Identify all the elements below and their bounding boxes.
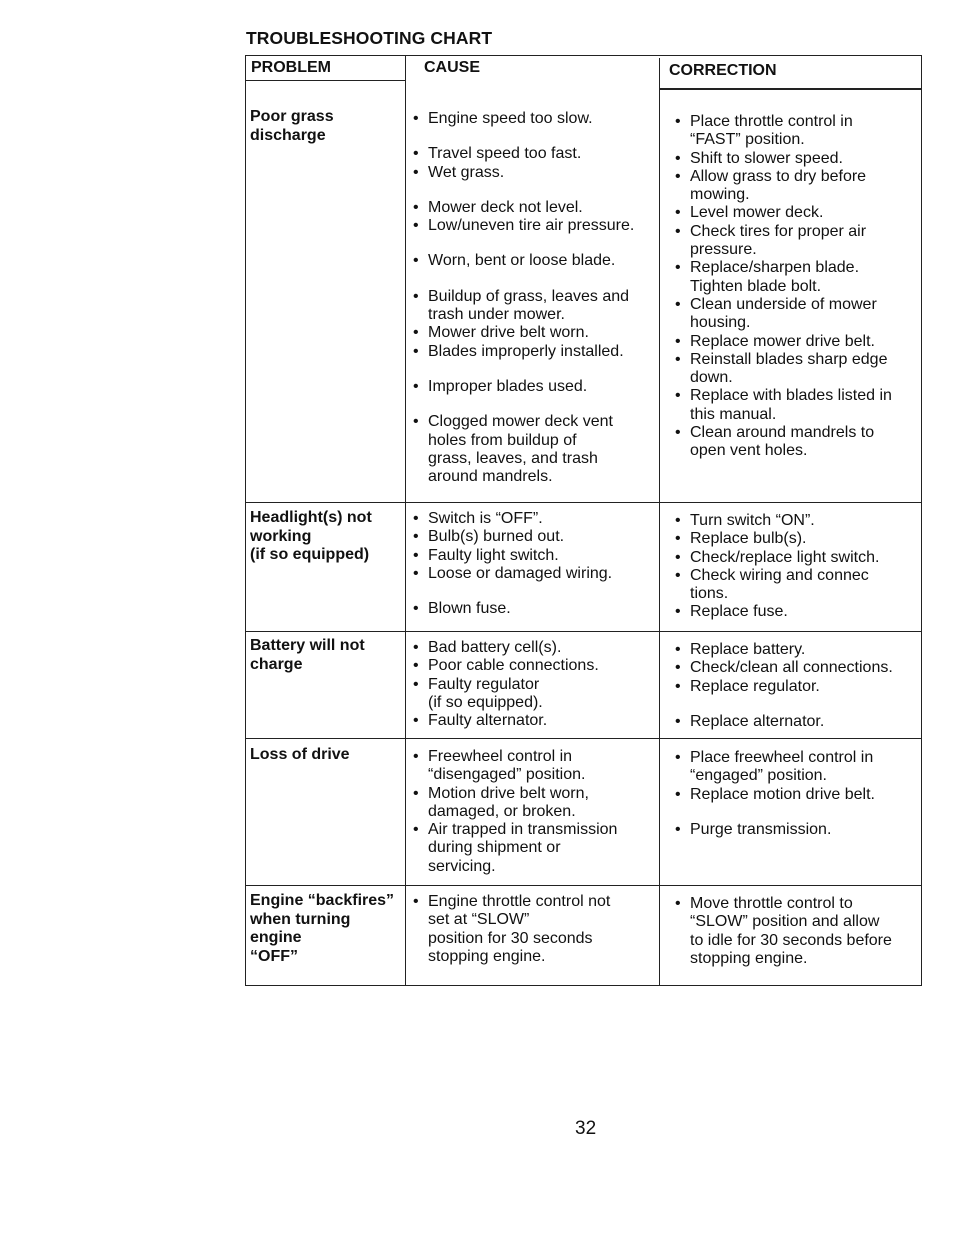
problem-text-line: Battery will not [250,637,365,654]
problem-cell [250,509,372,565]
bullet-item [670,530,879,548]
cause-cell [408,110,634,486]
bullet-mark: • [413,821,419,839]
bullet-text-line: Mower drive belt worn. [428,324,589,342]
bullet-mark: • [675,566,681,584]
bullet-text-line: Replace alternator. [690,712,825,730]
bullet-mark: • [413,413,419,431]
problem-cell [250,746,350,765]
bullet-mark: • [675,113,681,130]
bullet-text-line: Poor cable connections. [428,657,599,675]
bullet-mark: • [413,657,419,675]
bullet-text-line: damaged, or broken. [428,802,576,820]
bullet-mark: • [675,785,681,803]
bullet-text-line: Check/replace light switch. [690,548,880,566]
bullet-item [408,288,634,325]
bullet-text-line: during shipment or [428,839,561,857]
bullet-item [408,547,612,565]
bullet-mark: • [675,512,681,529]
bullet-text-line: Improper blades used. [428,377,588,395]
bullet-text-line: open vent holes. [690,442,808,460]
bullet-text-line: Replace with blades listed in [690,387,892,405]
bullet-text-line: Mower deck not level. [428,198,583,216]
bullet-item [670,424,892,461]
bullet-text-line: Loose or damaged wiring. [428,564,613,582]
bullet-mark: • [675,424,681,442]
bullet-text-line: Faulty light switch. [428,546,559,564]
header-cause: CAUSE [424,59,481,76]
bullet-text-line: Travel speed too fast. [428,145,582,163]
bullet-text-line: Worn, bent or loose blade. [428,252,616,270]
bullet-text-line: Tighten blade bolt. [690,277,822,295]
row-divider [245,631,922,632]
bullet-text-line: position for 30 seconds [428,929,593,947]
correction-cell [670,749,875,839]
bullet-item [670,749,875,786]
bullet-mark: • [413,748,419,765]
bullet-text-line: Switch is “OFF”. [428,510,543,527]
bullet-text-line: Check/clean all connections. [690,659,893,677]
bullet-text-line: Replace motion drive belt. [690,785,875,803]
bullet-item [670,659,893,677]
correction-cell [670,641,893,731]
bullet-text-line: Allow grass to dry before [690,167,867,185]
bullet-text-line: (if so equipped). [428,693,543,711]
bullet-text-line: Bulb(s) burned out. [428,528,565,546]
bullet-item [670,113,892,150]
header-divider [659,88,922,90]
header-problem: PROBLEM [251,59,331,76]
bullet-text-line: Replace regulator. [690,677,820,695]
bullet-text-line: Bad battery cell(s). [428,639,562,656]
bullet-text-line: Place throttle control in [690,113,853,130]
bullet-text-line: Replace bulb(s). [690,530,807,548]
problem-text-line: Headlight(s) not [250,509,372,526]
bullet-item [408,110,634,128]
bullet-text-line: stopping engine. [428,947,546,965]
bullet-item [408,600,612,618]
bullet-text-line: Reinstall blades sharp edge [690,350,888,368]
bullet-text-line: set at “SLOW” [428,911,530,929]
bullet-mark: • [675,350,681,368]
problem-text-line: engine [250,929,302,946]
bullet-mark: • [413,252,419,270]
column-divider [405,55,406,986]
bullet-mark: • [675,895,681,912]
bullet-item [408,343,634,361]
bullet-text-line: Place freewheel control in [690,749,874,766]
bullet-mark: • [675,222,681,240]
bullet-mark: • [675,387,681,405]
bullet-mark: • [675,712,681,730]
bullet-item [408,378,634,396]
bullet-text-line: Clogged mower deck vent [428,413,613,431]
bullet-text-line: Engine throttle control not [428,893,611,910]
bullet-item [670,567,879,604]
bullet-text-line: trash under mower. [428,306,565,324]
problem-text-line: charge [250,655,303,673]
bullet-text-line: Check tires for proper air [690,222,867,240]
bullet-text-line: mowing. [690,186,750,204]
bullet-text-line: Replace battery. [690,641,806,658]
bullet-mark: • [413,712,419,730]
bullet-text-line: “disengaged” position. [428,766,586,784]
bullet-mark: • [413,784,419,802]
header-divider [245,80,405,81]
bullet-text-line: Wet grass. [428,163,505,181]
bullet-text-line: grass, leaves, and trash [428,449,598,467]
bullet-mark: • [413,528,419,546]
problem-text-line: Loss of drive [250,746,350,763]
bullet-mark: • [675,659,681,677]
bullet-text-line: Check wiring and connec [690,566,869,584]
row-divider [245,885,922,886]
bullet-item [670,296,892,333]
cause-cell [408,639,599,730]
problem-cell [250,892,394,966]
bullet-text-line: Clean underside of mower [690,295,877,313]
bullet-text-line: to idle for 30 seconds before [690,931,892,949]
bullet-text-line: Blades improperly installed. [428,342,624,360]
page-number: 32 [575,1118,597,1139]
row-divider [245,502,922,503]
bullet-item [408,199,634,217]
bullet-text-line: “SLOW” position and allow [690,913,880,931]
problem-text-line: working [250,527,312,545]
bullet-mark: • [413,324,419,342]
cause-cell [408,510,612,618]
bullet-mark: • [675,149,681,167]
bullet-text-line: Faulty regulator [428,675,540,693]
bullet-item [670,223,892,260]
bullet-item [670,150,892,168]
bullet-mark: • [413,675,419,693]
bullet-item [670,549,879,567]
problem-text-line: discharge [250,126,326,144]
bullet-item [670,333,892,351]
problem-cell [250,108,334,145]
problem-text-line: Engine “backfires” [250,892,395,909]
bullet-item [670,204,892,222]
bullet-text-line: this manual. [690,405,777,423]
bullet-item [408,164,634,182]
correction-cell [670,512,879,622]
bullet-mark: • [675,204,681,222]
bullet-mark: • [413,600,419,618]
correction-cell [670,113,892,461]
correction-cell [670,895,892,968]
bullet-text-line: Low/uneven tire air pressure. [428,217,635,235]
bullet-mark: • [675,167,681,185]
bullet-mark: • [675,259,681,277]
bullet-mark: • [675,332,681,350]
bullet-text-line: Engine speed too slow. [428,110,593,127]
bullet-mark: • [675,548,681,566]
bullet-text-line: Air trapped in transmission [428,821,618,839]
bullet-text-line: Blown fuse. [428,600,511,618]
bullet-item [670,678,893,696]
bullet-text-line: holes from buildup of [428,431,577,449]
bullet-text-line: Purge transmission. [690,820,832,838]
bullet-item [670,713,893,731]
bullet-item [408,528,612,546]
bullet-item [670,641,893,659]
bullet-text-line: Shift to slower speed. [690,149,843,167]
problem-text-line: when turning [250,910,351,928]
bullet-item [408,785,617,822]
bullet-item [408,252,634,270]
bullet-text-line: Move throttle control to [690,895,853,912]
bullet-item [670,603,879,621]
bullet-item [408,676,599,713]
bullet-item [670,821,875,839]
bullet-text-line: Replace fuse. [690,603,788,621]
bullet-mark: • [675,295,681,313]
bullet-mark: • [413,342,419,360]
bullet-text-line: pressure. [690,241,757,259]
bullet-item [670,168,892,205]
bullet-item [408,565,612,583]
bullet-text-line: Freewheel control in [428,748,573,765]
bullet-mark: • [413,145,419,163]
bullet-item [408,657,599,675]
bullet-mark: • [675,530,681,548]
bullet-item [408,893,610,966]
column-divider [659,58,660,986]
bullet-mark: • [675,677,681,695]
bullet-item [670,387,892,424]
bullet-mark: • [675,641,681,658]
bullet-item [670,351,892,388]
bullet-text-line: servicing. [428,857,496,875]
problem-text-line: (if so equipped) [250,546,370,563]
bullet-mark: • [675,749,681,766]
bullet-mark: • [413,377,419,395]
problem-text-line: Poor grass [250,108,334,125]
bullet-item [408,510,612,528]
bullet-mark: • [413,217,419,235]
bullet-mark: • [413,639,419,656]
bullet-item [408,217,634,235]
bullet-mark: • [413,546,419,564]
bullet-item [408,413,634,486]
bullet-text-line: Replace/sharpen blade. [690,259,860,277]
bullet-text-line: Buildup of grass, leaves and [428,287,630,305]
bullet-item [670,895,892,968]
bullet-mark: • [413,564,419,582]
bullet-item [670,259,892,296]
bullet-item [670,786,875,804]
bullet-text-line: housing. [690,314,751,332]
bullet-mark: • [413,163,419,181]
bullet-text-line: tions. [690,585,729,603]
bullet-item [408,748,617,785]
header-correction: CORRECTION [669,62,777,79]
bullet-item [408,145,634,163]
bullet-mark: • [413,893,419,910]
bullet-item [408,821,617,876]
bullet-mark: • [413,198,419,216]
bullet-text-line: Faulty alternator. [428,712,548,730]
bullet-mark: • [413,510,419,527]
bullet-text-line: Replace mower drive belt. [690,332,875,350]
bullet-mark: • [413,110,419,127]
bullet-item [408,324,634,342]
bullet-text-line: stopping engine. [690,949,808,967]
bullet-text-line: Turn switch “ON”. [690,512,815,529]
bullet-item [670,512,879,530]
bullet-text-line: “FAST” position. [690,131,805,149]
problem-text-line: “OFF” [250,947,298,965]
bullet-mark: • [675,820,681,838]
cause-cell [408,893,610,966]
bullet-text-line: Level mower deck. [690,204,824,222]
bullet-text-line: Clean around mandrels to [690,424,875,442]
bullet-mark: • [413,287,419,305]
bullet-item [408,712,599,730]
cause-cell [408,748,617,876]
chart-title: TROUBLESHOOTING CHART [246,28,493,48]
row-divider [245,738,922,739]
bullet-text-line: around mandrels. [428,468,553,486]
problem-cell [250,637,365,674]
bullet-text-line: “engaged” position. [690,767,827,785]
bullet-mark: • [675,603,681,621]
bullet-text-line: down. [690,369,733,387]
bullet-item [408,639,599,657]
bullet-text-line: Motion drive belt worn, [428,784,589,802]
